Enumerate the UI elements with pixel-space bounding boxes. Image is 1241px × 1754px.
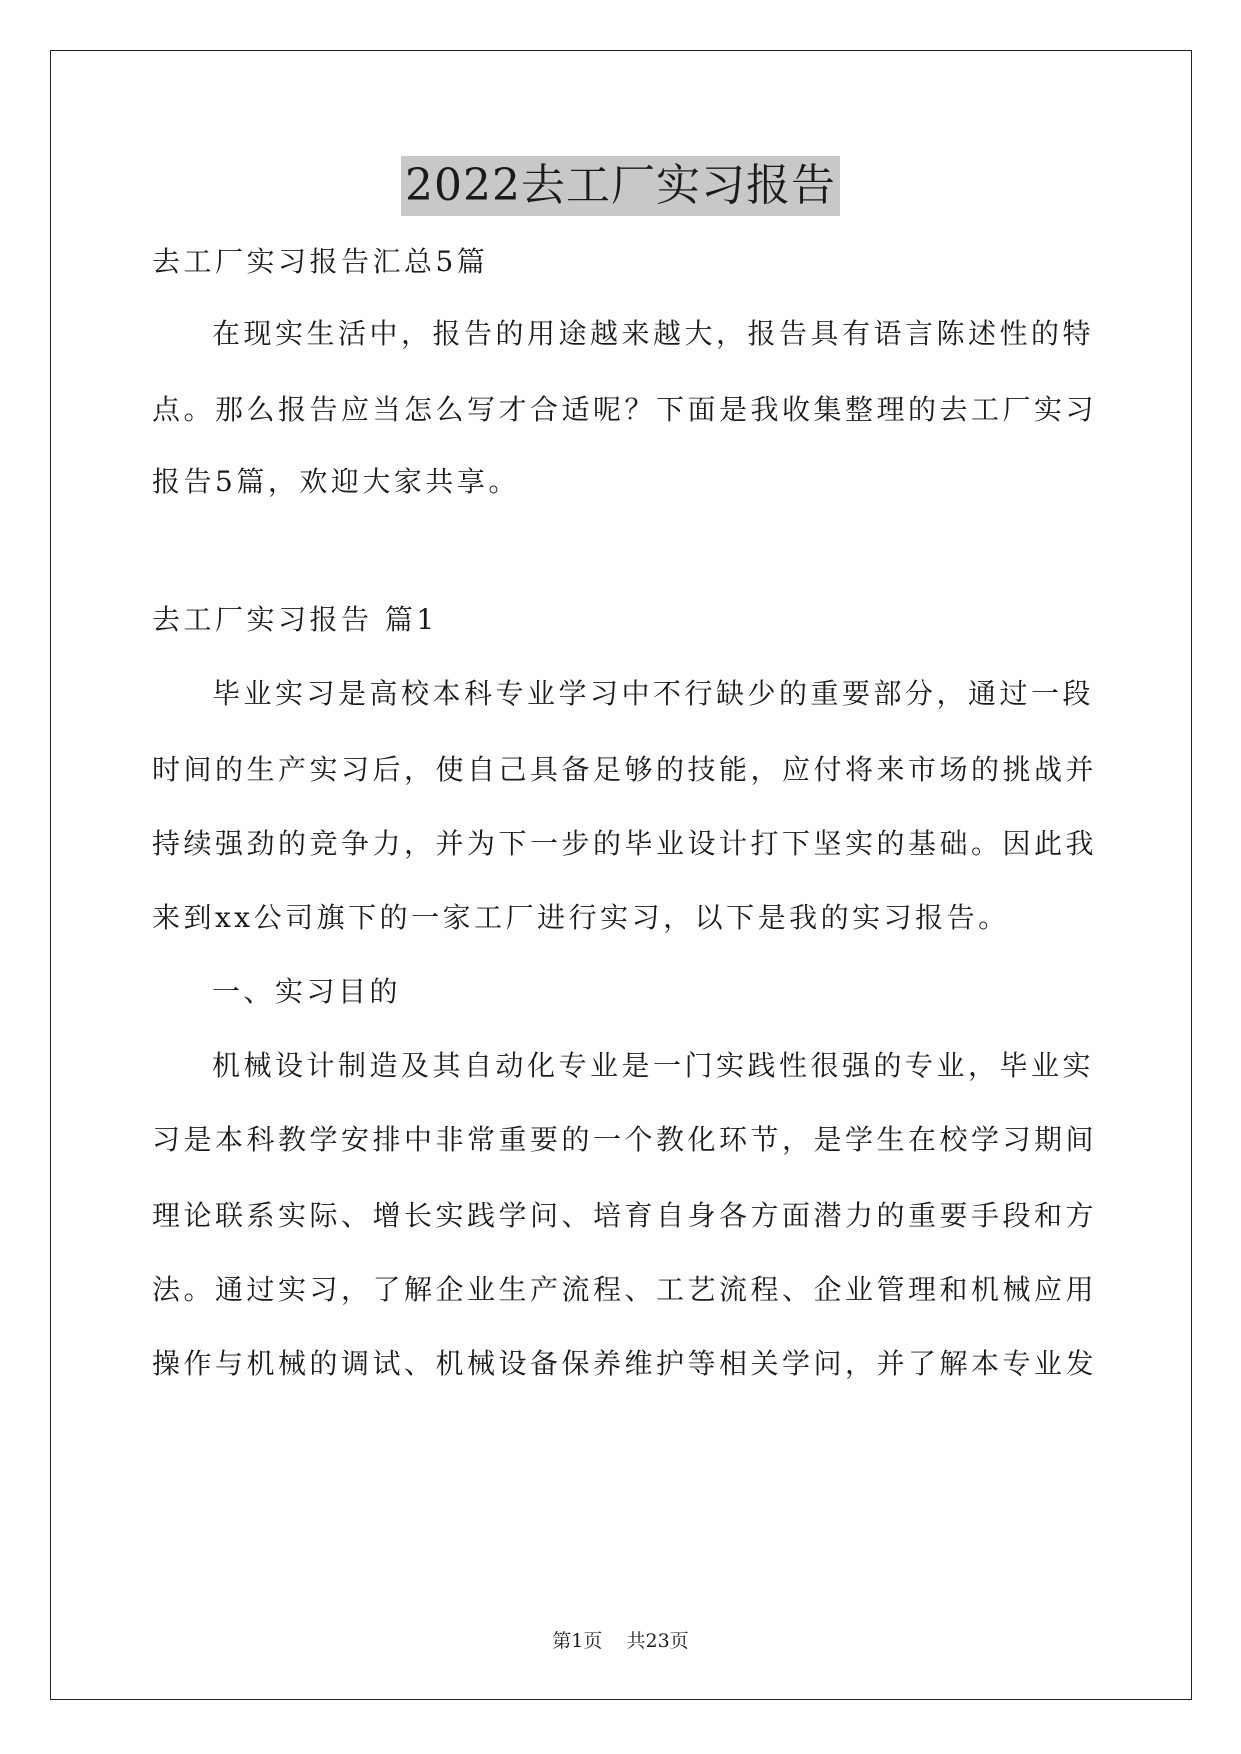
title-container xyxy=(0,156,1241,216)
paragraph-line: 时间的生产实习后，使自己具备足够的技能，应付将来市场的挑战并 xyxy=(152,753,1098,786)
page-footer xyxy=(0,1628,1241,1654)
document-title: 2022去工厂实习报告 xyxy=(401,156,840,216)
section-heading: 去工厂实习报告 篇1 xyxy=(152,603,438,636)
paragraph-line: 报告5篇，欢迎大家共享。 xyxy=(152,465,520,498)
page-number: 第1页 xyxy=(552,1630,603,1652)
page-total: 共23页 xyxy=(626,1630,689,1652)
paragraph-line: 习是本科教学安排中非常重要的一个教化环节，是学生在校学习期间 xyxy=(152,1123,1098,1156)
paragraph-line: 法。通过实习，了解企业生产流程、工艺流程、企业管理和机械应用 xyxy=(152,1273,1098,1306)
paragraph-line: 理论联系实际、增长实践学问、培育自身各方面潜力的重要手段和方 xyxy=(152,1199,1098,1232)
paragraph-line: 来到xx公司旗下的一家工厂进行实习，以下是我的实习报告。 xyxy=(152,901,1010,934)
paragraph-line: 点。那么报告应当怎么写才合适呢？下面是我收集整理的去工厂实习 xyxy=(152,393,1098,426)
paragraph-line: 毕业实习是高校本科专业学习中不行缺少的重要部分，通过一段 xyxy=(212,677,1095,710)
paragraph-line: 持续强劲的竞争力，并为下一步的毕业设计打下坚实的基础。因此我 xyxy=(152,827,1098,860)
subtitle-line: 去工厂实习报告汇总5篇 xyxy=(152,245,489,278)
paragraph-line: 机械设计制造及其自动化专业是一门实践性很强的专业，毕业实 xyxy=(212,1049,1095,1082)
subheading-line: 一、实习目的 xyxy=(212,975,402,1008)
paragraph-line: 在现实生活中，报告的用途越来越大，报告具有语言陈述性的特 xyxy=(212,317,1095,350)
page-border xyxy=(50,50,1192,1700)
paragraph-line: 操作与机械的调试、机械设备保养维护等相关学问，并了解本专业发 xyxy=(152,1347,1098,1380)
